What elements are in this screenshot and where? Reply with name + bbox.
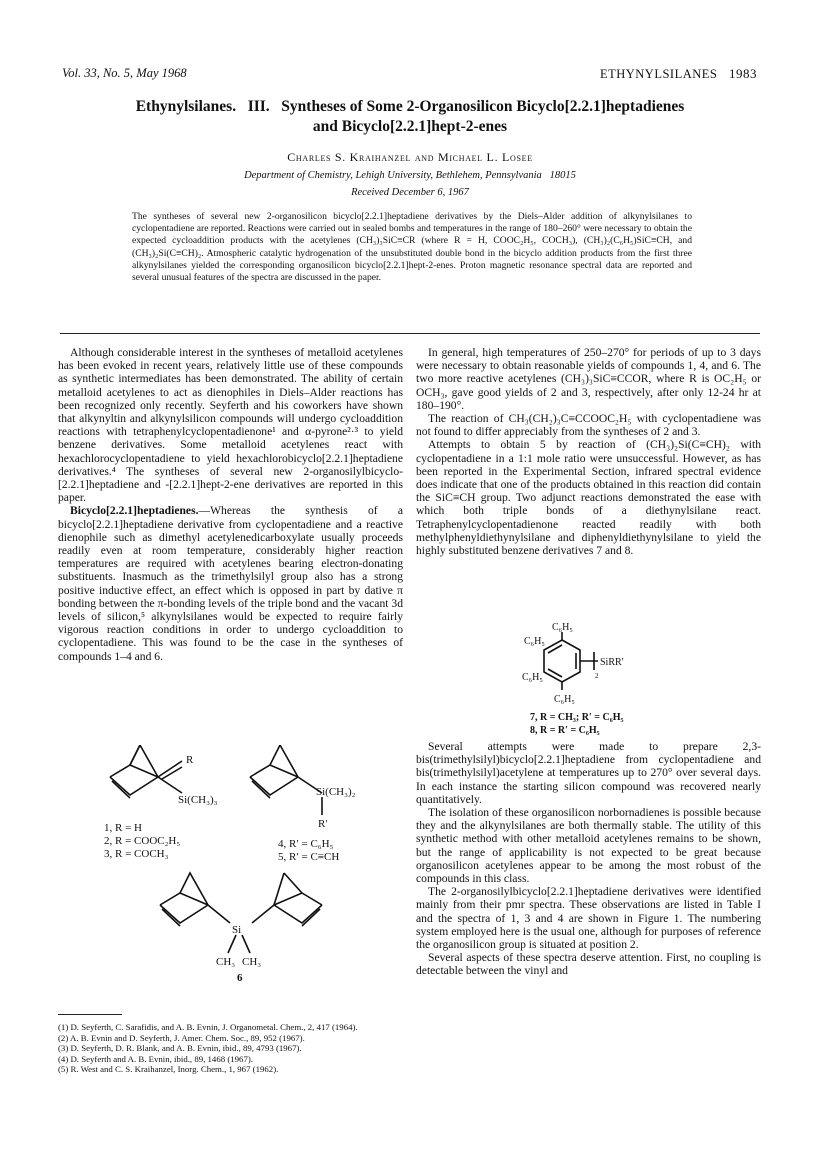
label-sirr: SiRR′ xyxy=(600,657,624,668)
section-heading: Bicyclo[2.2.1]heptadienes. xyxy=(70,504,199,518)
compound-2-label: 2, R = COOC₂H₅ xyxy=(104,835,181,847)
label-c6h5-bottom: C₆H₅ xyxy=(554,694,575,705)
footnote-2: (2) A. B. Evnin and D. Seyferth, J. Amer. Chem. Soc., 89, 952 (1967). xyxy=(58,1032,305,1043)
compound-6-label: 6 xyxy=(237,972,243,984)
compound-1-label: 1, R = H xyxy=(104,822,142,834)
label-ch3-b: CH₃ xyxy=(242,956,262,968)
label-c6h5-left-bottom: C₆H₅ xyxy=(522,672,543,683)
structures-7-8-figure xyxy=(520,622,690,738)
right-column-top xyxy=(416,346,761,557)
paragraph-intro: Although considerable interest in the syntheses of metalloid acetylenes has been evoked in recent years, relatively little use of these compounds as synthetic intermediates has been demonstrated. The ability of certain metalloid acetylenes to act as dienophiles in Diels–Alder reactions has been recognized only recently. Seyferth and his coworkers have shown that alkynyltin and alkynylsilicon compounds will undergo cycloaddition reactions with tetraphenylcyclopentadienone¹ and α-pyrone²·³ to yield benzene derivatives. Some metalloid acetylenes react with hexachlorocyclopentadiene to yield hexachlorobicyclo[2.2.1]heptadiene derivatives.⁴ The syntheses of several new 2-organosilylbicyclo-[2.2.1]heptadiene and -[2.2.1]hept-2-ene derivatives are reported in this paper. xyxy=(58,346,403,505)
footnote-3: (3) D. Seyferth, D. R. Blank, and A. B. Evnin, ibid., 89, 4793 (1967). xyxy=(58,1043,302,1054)
label-c6h5-left-top: C₆H₅ xyxy=(524,636,545,647)
paragraph-attempts-5: Attempts to obtain 5 by reaction of (CH₃)₂Si(C≡CH)₂ with cyclopentadiene in a 1:1 mole ratio were unsuccessful. However, as has been reported in the Experimental Section, infrared spectral evidence does indicate that one of the products obtained in this reaction did contain the SiC≡CH group. Two adjunct reactions demonstrated the ease with which both triple bonds of a diethynylsilane react. Tetraphenylcyclopentadienone reacted readily with both methylphenyldiethynylsilane and diphenyldiethynylsilane to yield the highly substituted benzene derivatives 7 and 8. xyxy=(416,438,761,558)
compound-3-label: 3, R = COCH₃ xyxy=(104,848,169,860)
structures-1-6-figure xyxy=(100,745,390,985)
compound-7-label: 7, R = CH₃; R′ = C₆H₅ xyxy=(530,712,624,723)
compound-8-label: 8, R = R′ = C₆H₅ xyxy=(530,725,600,736)
running-header-section: ETHYNYLSILANES xyxy=(599,67,718,81)
label-ch3-a: CH₃ xyxy=(216,956,236,968)
footnote-1: (1) D. Seyferth, C. Sarafidis, and A. B. Evnin, J. Organometal. Chem., 2, 417 (1964). xyxy=(58,1022,358,1032)
label-r: R xyxy=(186,754,194,766)
abstract-rule xyxy=(60,333,760,334)
bis-norbornadienyl-silane-structure-6 xyxy=(160,873,322,953)
affiliation: Department of Chemistry, Lehigh University, Bethlehem, Pennsylvania 18015 xyxy=(244,170,576,181)
left-column xyxy=(58,346,403,663)
benzene-ring xyxy=(544,632,598,690)
label-si: Si xyxy=(232,924,242,936)
footnote-5: (5) R. West and C. S. Kraihanzel, Inorg. Chem., 1, 967 (1962). xyxy=(58,1064,279,1075)
norbornadiene-structure-4-5 xyxy=(250,745,322,815)
page-number: 1983 xyxy=(729,66,757,81)
paragraph-reaction-ch3: The reaction of CH₃(CH₂)₃C≡CCOOC₂H₅ with cyclopentadiene was not found to differ appreciably from the syntheses of 2 and 3. xyxy=(416,412,761,439)
label-sime3: Si(CH₃)₃ xyxy=(178,794,218,806)
authors: Charles S. Kraihanzel and Michael L. Losee xyxy=(287,150,533,164)
paragraph-isolation: The isolation of these organosilicon norbornadienes is possible because they and the alkynylsilanes are both thermally stable. The utility of this synthetic method with other metalloid acetylenes remains to be shown, but the range of applicability is not expected to be great because organosilicon acetylenes appear to be among the most robust of the compounds in this class. xyxy=(416,806,761,886)
running-header-issue: Vol. 33, No. 5, May 1968 xyxy=(62,66,187,80)
paragraph-bicycloheptadienes-text: —Whereas the synthesis of a bicyclo[2.2.1]heptadiene derivative from cyclopentadiene and a reactive dienophile such as dimethyl acetylenedicarboxylate usually proceeds readily even at room temperature, considerably higher reaction temperatures are required with acetylenes bearing electron-donating substituents. Inasmuch as the trimethylsilyl group also has a strong positive inductive effect, an effect which is opposed in part by dative π bonding between the π-bonding levels of the triple bond and the vacant 3d levels of silicon,⁵ alkynylsilanes would be expected to require fairly vigorous reaction conditions in order to undergo cycloaddition to cyclopentadiene. This was found to be the case in the syntheses of compounds 1–4 and 6. xyxy=(58,504,403,663)
label-sime2: Si(CH₃)₂ xyxy=(316,786,356,798)
received-date: Received December 6, 1967 xyxy=(351,187,469,198)
paragraph-bicycloheptadienes xyxy=(58,504,403,662)
label-c6h5-top: C₆H₅ xyxy=(552,622,573,633)
running-header-right xyxy=(600,66,757,82)
footnotes xyxy=(58,1022,403,1075)
footnote-4: (4) D. Seyferth and A. B. Evnin, ibid., 89, 1468 (1967). xyxy=(58,1053,253,1064)
abstract: The syntheses of several new 2-organosilicon bicyclo[2.2.1]heptadiene derivatives by the Diels–Alder addition of alkynylsilanes to cyclopentadiene are reported. Reactions were carried out in sealed bombs and temperatures in the range of 180–260° were necessary to obtain the expected cycloaddition products with the acetylenes (CH₃)₃SiC≡CR (where R = H, COOC₂H₅, COCH₃), (CH₃)₂(C₆H₅)SiC≡CH, and (CH₃)₂Si(C≡CH)₂. Atmospheric catalytic hydrogenation of the unsubstituted double bond in the bicyclo addition products from the first three alkynylsilanes yielded the corresponding organosilicon bicyclo[2.2.1]hept-2-enes. Proton magnetic resonance spectral data are reported and several unusual features of the spectra are discussed in the paper. xyxy=(132,211,692,284)
article-title-line1: Ethynylsilanes. III. Syntheses of Some 2-Organosilicon Bicyclo[2.2.1]heptadienes xyxy=(135,98,685,115)
compound-4-label: 4, R′ = C₆H₅ xyxy=(278,838,334,850)
paragraph-spectra-aspects: Several aspects of these spectra deserve attention. First, no coupling is detectable between the vinyl and xyxy=(416,951,761,978)
norbornadiene-structure-1-3 xyxy=(110,745,182,798)
label-r-prime: R′ xyxy=(318,818,328,830)
paragraph-pmr: The 2-organosilylbicyclo[2.2.1]heptadiene derivatives were identified mainly from their pmr spectra. These observations are listed in Table I and the spectra of 1, 3 and 4 are shown in Figure 1. The numbering system employed here is the usual one, although for purposes of reference the organosilicon group is situated at position 2. xyxy=(416,885,761,952)
compound-5-label: 5, R′ = C≡CH xyxy=(278,851,340,863)
paragraph-high-temperatures: In general, high temperatures of 250–270° for periods of up to 3 days were necessary to obtain reasonable yields of compounds 1, 4, and 6. The two more reactive acetylenes (CH₃)₃SiC≡CCOR, where R is OC₂H₅ or OCH₃, gave good yields of 2 and 3, respectively, after only 12-24 hr at 180–190°. xyxy=(416,346,761,412)
footnote-rule xyxy=(58,1014,122,1015)
article-title-line2: and Bicyclo[2.2.1]hept-2-enes xyxy=(312,118,508,135)
label-subscript-2: 2 xyxy=(595,672,599,680)
right-column-bottom xyxy=(416,740,761,978)
paragraph-several-attempts: Several attempts were made to prepare 2,3-bis(trimethylsilyl)bicyclo[2.2.1]heptadiene from cyclopentadiene and bis(trimethylsilyl)acetylene at temperatures up to 270° over several days. In each instance the starting silicon compound was recovered nearly quantitatively. xyxy=(416,740,761,806)
article-title xyxy=(62,97,758,137)
